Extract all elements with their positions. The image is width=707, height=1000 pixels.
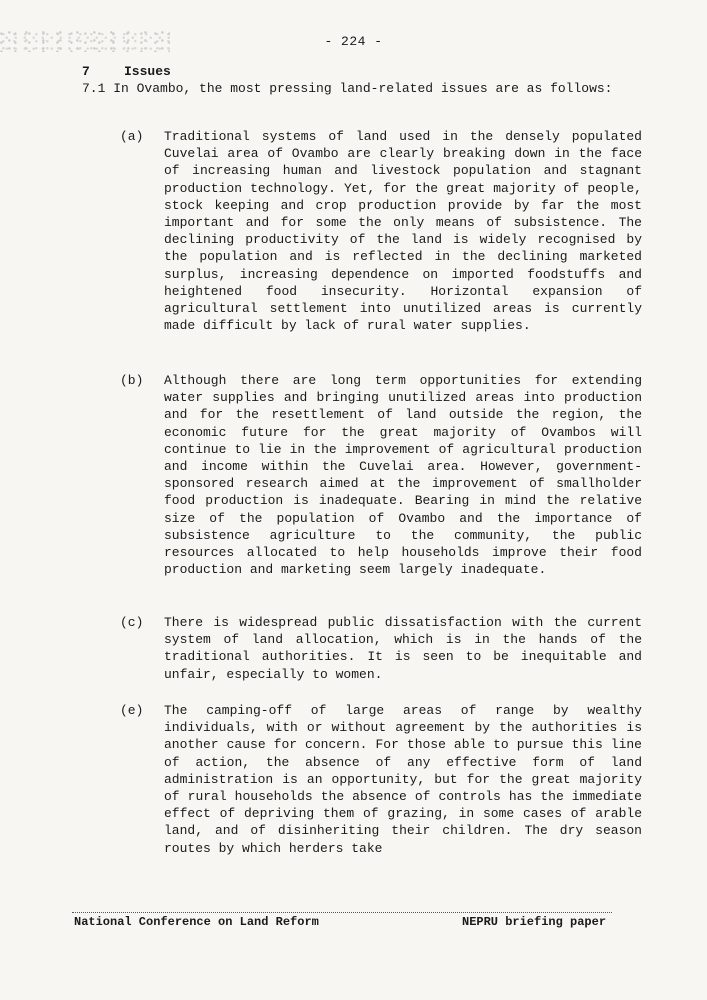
- section-heading: [82, 64, 171, 79]
- item-text: There is widespread public dissatisfaction with the current system of land allocation, which is in the hands of the traditional authorities. It is seen to be inequitable and unfair, especially to women.: [164, 615, 642, 682]
- item-text: The camping-off of large areas of range by wealthy individuals, with or without agreement by the authorities is another cause for concern. For those able to pursue this line of action, the absence of any effective form of land administration is an opportunity, but for the great majority of rural households the absence of controls has the immediate effect of depriving them of grazing, in some cases of arable land, and of disinheriting their children. The dry season routes by which herders take: [164, 703, 642, 856]
- list-item: [120, 372, 642, 578]
- item-label: (b): [120, 373, 144, 388]
- section-title: Issues: [124, 64, 171, 79]
- item-text: Traditional systems of land used in the densely populated Cuvelai area of Ovambo are clearly breaking down in the face of increasing human and livestock population and stagnant production technology. Yet, for the great majority of people, stock keeping and crop production provide by far the most important and for some the only means of subsistence. The declining productivity of the land is widely recognised by the population and is reflected in the declining marketed surplus, increasing dependence on imported foodstuffs and heightened food insecurity. Horizontal expansion of agricultural settlement into unutilized areas is currently made difficult by lack of rural water supplies.: [164, 129, 642, 334]
- list-item: [120, 614, 642, 683]
- item-text: Although there are long term opportunities for extending water supplies and bringing unutilized areas into production and for the resettlement of land outside the region, the economic future for the great majority of Ovambos will continue to lie in the improvement of agricultural production and income within the Cuvelai area. However, government-sponsored research aimed at the improvement of smallholder food production is inadequate. Bearing in mind the relative size of the population of Ovambo and the importance of subsistence agriculture to the community, the public resources allocated to help households improve their food production and marketing seem largely inadequate.: [164, 373, 642, 578]
- item-label: (c): [120, 615, 144, 630]
- item-label: (a): [120, 129, 144, 144]
- list-item: [120, 702, 642, 857]
- intro-paragraph: 7.1 In Ovambo, the most pressing land-related issues are as follows:: [82, 81, 613, 96]
- footer-conference-title: National Conference on Land Reform: [74, 915, 319, 929]
- item-label: (e): [120, 703, 144, 718]
- footer-divider: [72, 912, 612, 913]
- page-number: - 224 -: [324, 34, 383, 49]
- list-item: [120, 128, 642, 334]
- section-number: 7: [82, 64, 90, 79]
- footer-paper-type: NEPRU briefing paper: [462, 915, 607, 929]
